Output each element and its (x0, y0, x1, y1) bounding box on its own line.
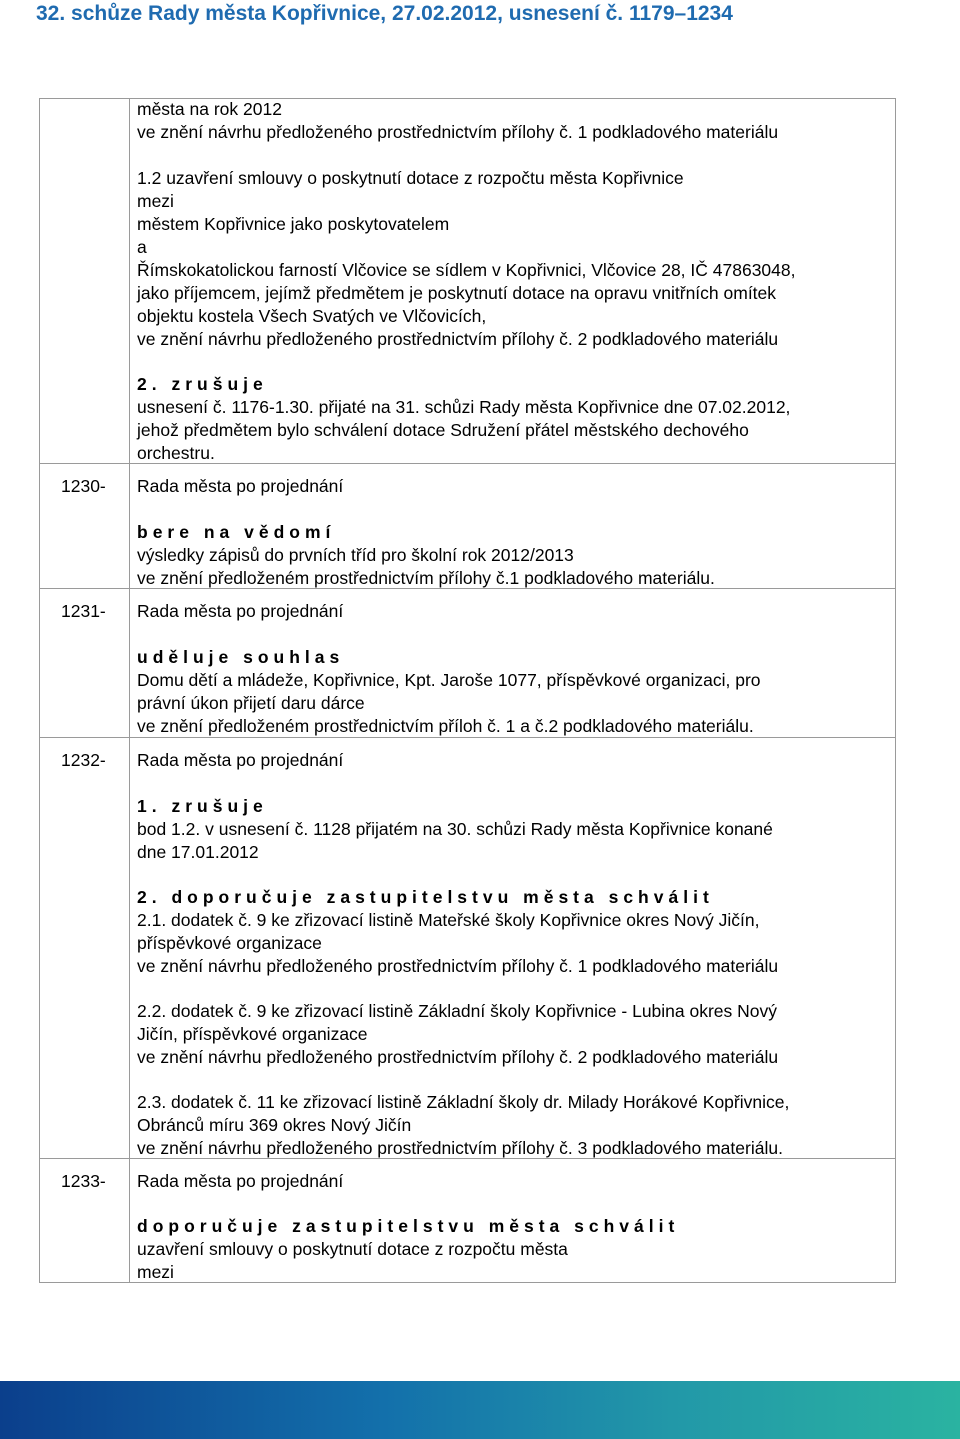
text-line: mezi (137, 191, 174, 211)
text-line: uzavření smlouvy o poskytnutí dotace z rozpočtu města (137, 1239, 568, 1259)
text-line: ve znění předloženém prostřednictvím příloh č. 1 a č.2 podkladového materiálu. (137, 716, 754, 736)
text-line: výsledky zápisů do prvních tříd pro školní rok 2012/2013 (137, 545, 574, 565)
resolution-number: 1233- (61, 1171, 106, 1191)
resolution-verb: bere na vědomí (137, 522, 336, 542)
text-line: bod 1.2. v usnesení č. 1128 přijatém na 30. schůzi Rady města Kopřivnice konané (137, 819, 773, 839)
footer-gradient-band (0, 1381, 960, 1439)
text-line: Rada města po projednání (137, 750, 344, 770)
text-line: a (137, 237, 147, 257)
text-line: Rada města po projednání (137, 476, 344, 496)
text-line: Jičín, příspěvkové organizace (137, 1024, 368, 1044)
text-line: ve znění návrhu předloženého prostřednictvím přílohy č. 2 podkladového materiálu (137, 329, 779, 349)
text-line: orchestru. (137, 443, 215, 463)
resolution-number: 1232- (61, 750, 106, 770)
text-line: městem Kopřivnice jako poskytovatelem (137, 214, 450, 234)
text-line: ve znění návrhu předloženého prostřednictvím přílohy č. 3 podkladového materiálu. (137, 1138, 783, 1158)
text-line: usnesení č. 1176-1.30. přijaté na 31. schůzi Rady města Kopřivnice dne 07.02.2012, (137, 397, 791, 417)
text-line: Rada města po projednání (137, 601, 344, 621)
text-line: objektu kostela Všech Svatých ve Vlčovicích, (137, 306, 487, 326)
text-line: ve znění návrhu předloženého prostřednictvím přílohy č. 2 podkladového materiálu (137, 1047, 779, 1067)
text-line: 2.2. dodatek č. 9 ke zřizovací listině Základní školy Kopřivnice - Lubina okres Nový (137, 1001, 778, 1021)
text-line: 2.3. dodatek č. 11 ke zřizovací listině Základní školy dr. Milady Horákové Kopřivnice, (137, 1092, 790, 1112)
text-line: 1.2 uzavření smlouvy o poskytnutí dotace z rozpočtu města Kopřivnice (137, 168, 684, 188)
text-line: mezi (137, 1262, 174, 1282)
resolution-verb: 1. zrušuje (137, 796, 268, 816)
resolution-verb: uděluje souhlas (137, 647, 345, 667)
row-divider (39, 737, 896, 738)
resolution-number: 1230- (61, 476, 106, 496)
resolution-number: 1231- (61, 601, 106, 621)
text-line: ve znění návrhu předloženého prostřednictvím přílohy č. 1 podkladového materiálu (137, 122, 779, 142)
text-line: dne 17.01.2012 (137, 842, 259, 862)
text-line: města na rok 2012 (137, 99, 282, 119)
column-divider (129, 98, 130, 1283)
text-line: příspěvkové organizace (137, 933, 322, 953)
resolution-verb: 2. doporučuje zastupitelstvu města schválit (137, 887, 714, 907)
text-line: ve znění návrhu předloženého prostřednictvím přílohy č. 1 podkladového materiálu (137, 956, 779, 976)
text-line: Římskokatolickou farností Vlčovice se sídlem v Kopřivnici, Vlčovice 28, IČ 47863048, (137, 260, 796, 280)
text-line: Rada města po projednání (137, 1171, 344, 1191)
resolution-verb: 2. zrušuje (137, 374, 268, 394)
text-line: Domu dětí a mládeže, Kopřivnice, Kpt. Jaroše 1077, příspěvkové organizaci, pro (137, 670, 761, 690)
text-line: právní úkon přijetí daru dárce (137, 693, 365, 713)
resolution-verb: doporučuje zastupitelstvu města schválit (137, 1216, 680, 1236)
text-line: jako příjemcem, jejímž předmětem je poskytnutí dotace na opravu vnitřních omítek (137, 283, 777, 303)
document-header: 32. schůze Rady města Kopřivnice, 27.02.2012, usnesení č. 1179–1234 (36, 2, 733, 25)
text-line: Obránců míru 369 okres Nový Jičín (137, 1115, 412, 1135)
text-line: 2.1. dodatek č. 9 ke zřizovací listině Mateřské školy Kopřivnice okres Nový Jičín, (137, 910, 760, 930)
text-line: ve znění předloženém prostřednictvím přílohy č.1 podkladového materiálu. (137, 568, 715, 588)
text-line: jehož předmětem bylo schválení dotace Sdružení přátel městského dechového (137, 420, 749, 440)
